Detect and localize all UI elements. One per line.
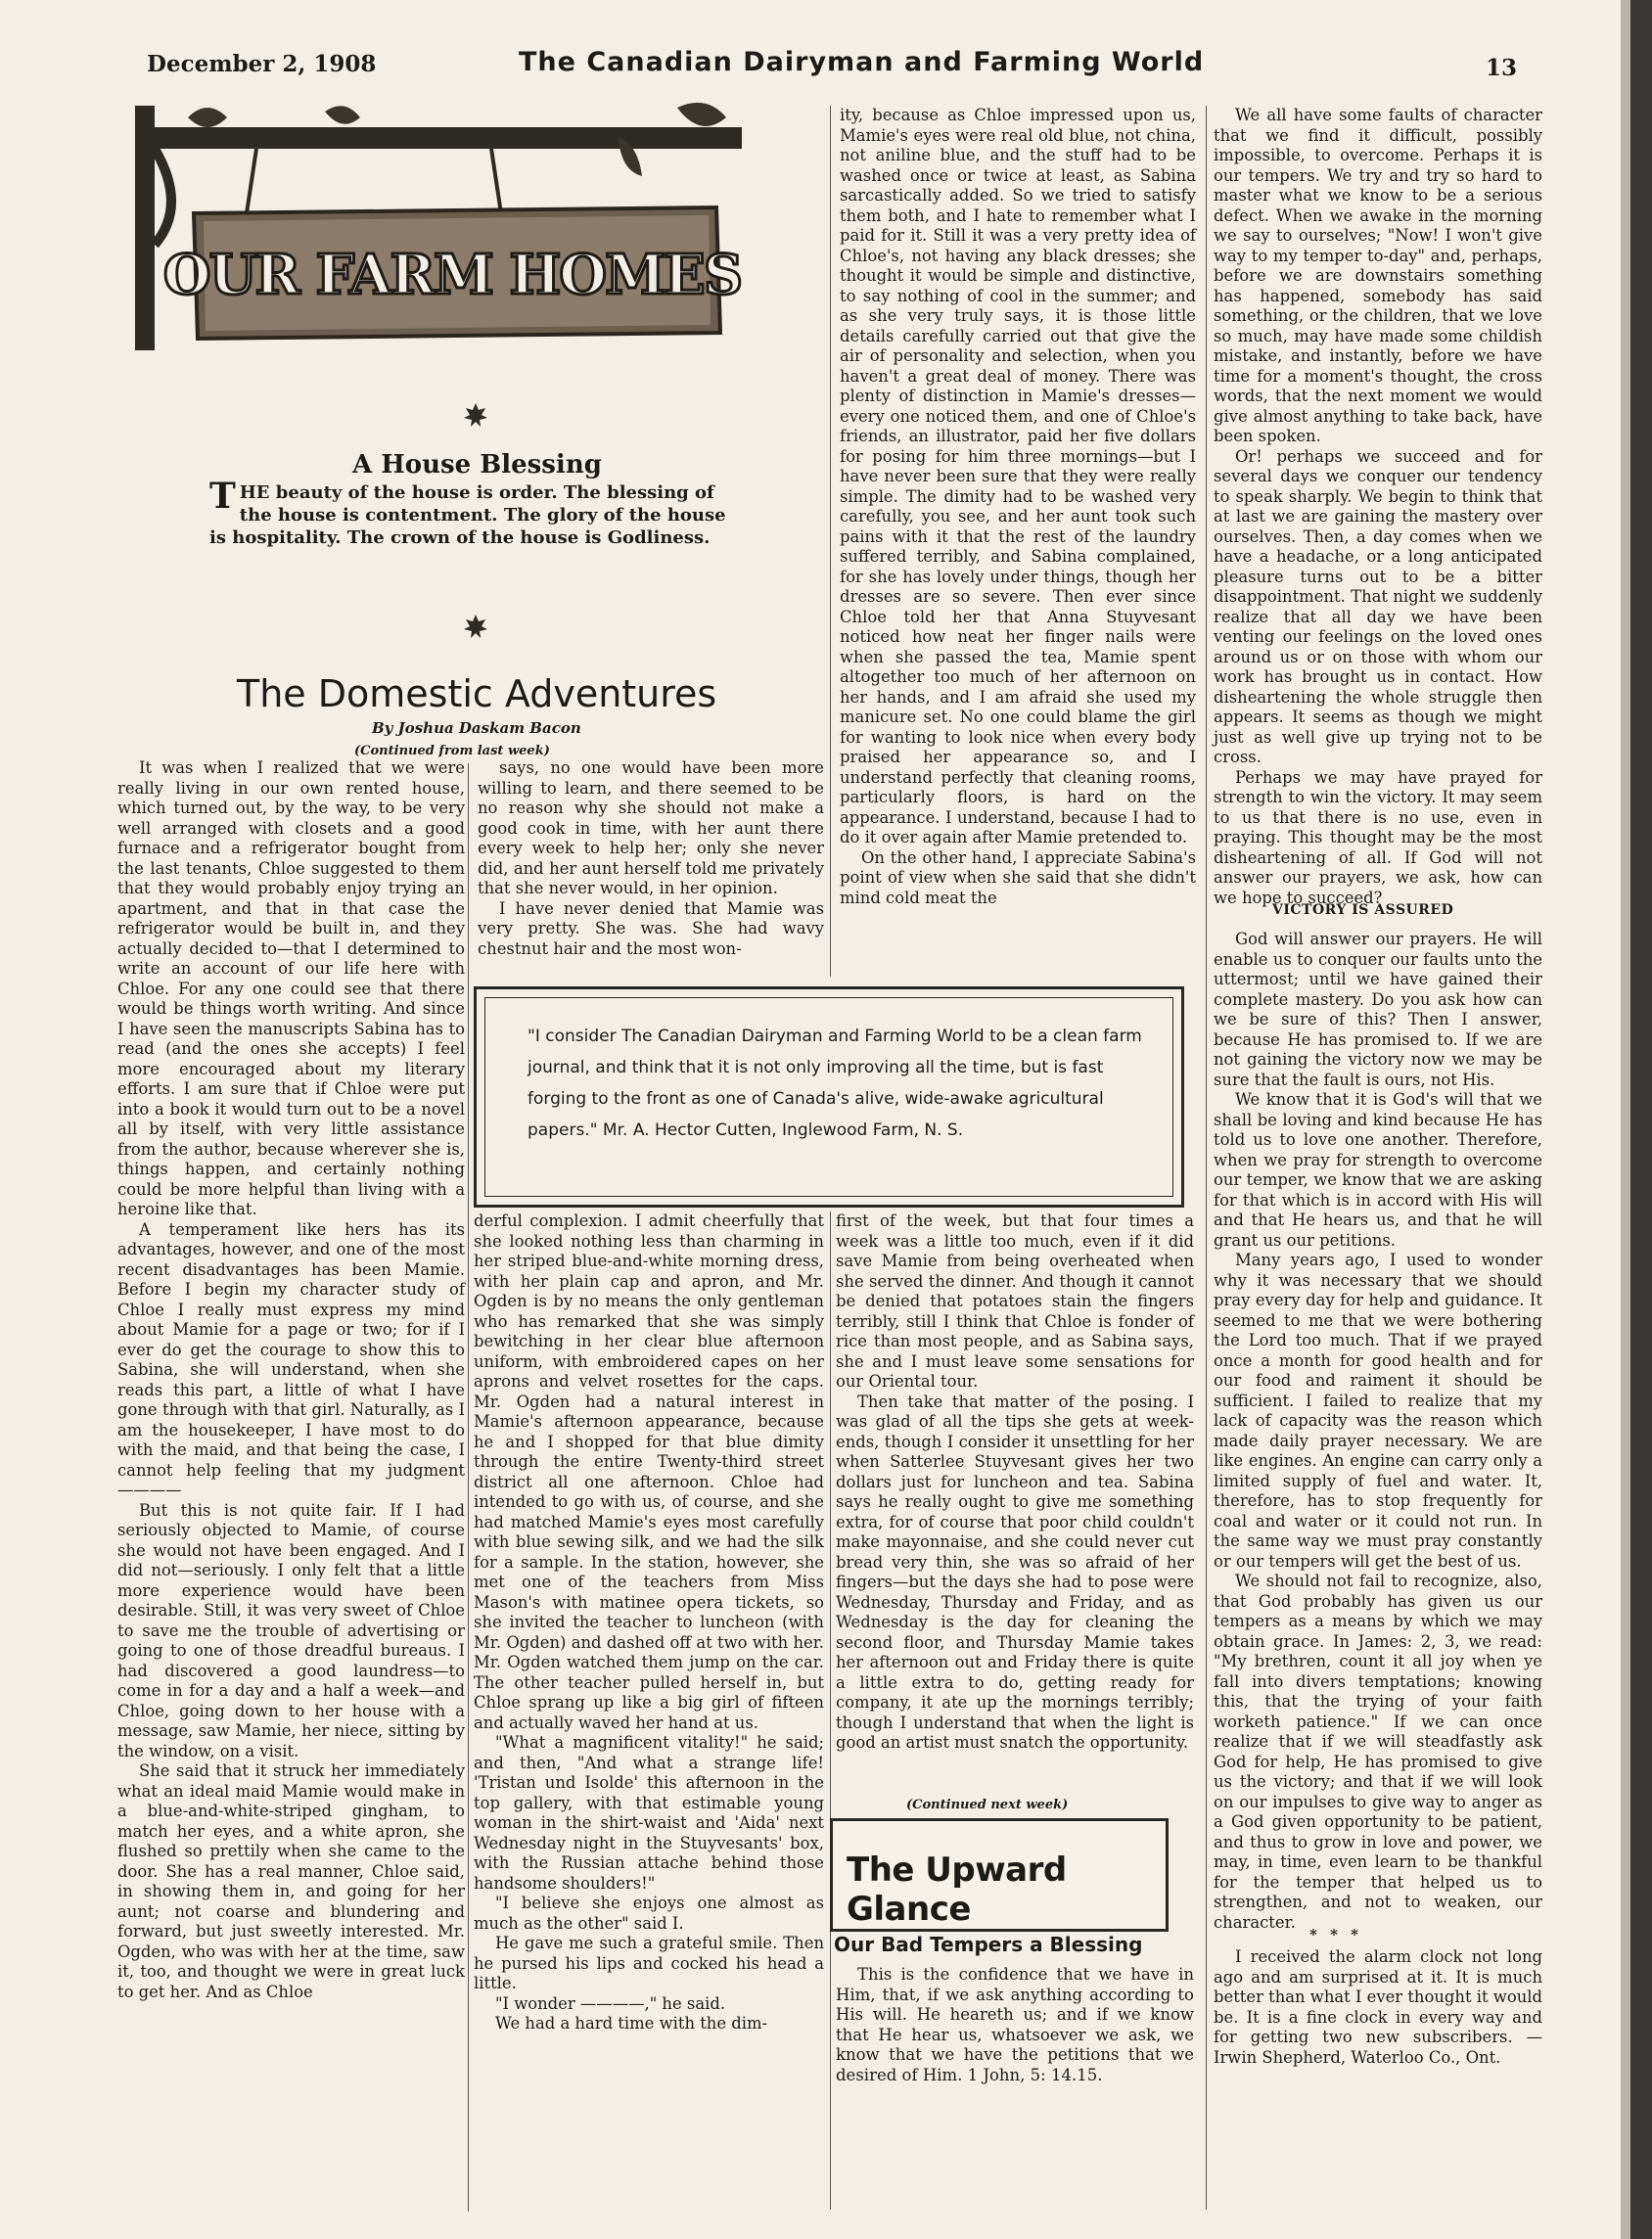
paragraph: Or! perhaps we succeed and for several days we conquer our tendency to speak sharply. We begin to think that at last we are gaining the mastery over ourselves. Then, a day comes when we have a headache, or a long anticipated pleasure turns out to be a bitter disappointment. That night we suddenly realize that all day we have been venting our feelings on the loved ones around us or on those with whom our work has brought us in contact. How disheartening the whole struggle then appears. It seems as though we might just as well give up trying not to be cross. — [1214, 446, 1542, 766]
paragraph: I have never denied that Mamie was very pretty. She was. She had wavy chestnut hair and the most won- — [478, 898, 824, 958]
column-rule — [830, 1211, 831, 2210]
paragraph: ity, because as Chloe impressed upon us, Mamie's eyes were real old blue, not china, not aniline blue, and the stuff had to be washed once or twice at least, as Sabina sarcastically added. So we tried to satisfy them both, and I hate to remember what I paid for it. Still it was a very pretty idea of Chloe's, not having any black dresses; she thought it would be simple and distinctive, to say nothing of cool in the summer; and as she very truly says, it is those little details carefully carried out that give the air of personality and selection, when you haven't a great deal of money. There was plenty of distinction in Mamie's dresses—every one noticed them, and one of Chloe's friends, an illustrator, paid her five dollars for posing for him three mornings—but I have never been sure that they were really simple. The dimity had to be washed very carefully, you see, and her aunt took such pains with it that the rest of the laundry suffered terribly, and Sabina complained, for she has lovely under things, though her dresses are so severe. Then ever since Chloe told her that Anna Stuyvesant noticed how neat her finger nails were when she passed the tea, Mamie spent altogether too much of her afternoon on her hands, and I am afraid she used my manicure set. No one could blame the girl for wanting to look nice when every body praised her appearance so, and I understand perfectly that cleaning rooms, particularly floors, is hard on the appearance. I understand, because I had to do it over again after Mamie pretended to. — [840, 106, 1196, 846]
issue-date: December 2, 1908 — [147, 51, 377, 77]
paragraph: But this is not quite fair. If I had seriously objected to Mamie, of course she would not have been engaged. And I did not—seriously. I only felt that a little more experience would have been desirable. Still, it was very sweet of Chloe to save me the trouble of advertising or going to one of those dreadful bureaus. I had discovered a good laundress—to come in for a day and a half a week—and Chloe, going down to her house with a message, saw Mamie, her niece, sitting by the window, on a visit. — [117, 1500, 465, 1760]
story-column-2-top — [478, 758, 824, 959]
section-divider: * * * — [1309, 1926, 1362, 1943]
story-column-3-bottom — [836, 1211, 1194, 1754]
continued-note: (Continued from last week) — [354, 744, 550, 758]
paragraph: "What a magnificent vitality!" he said; and then, "And what a strange life! 'Tristan und Isolde' this afternoon in the top gallery, with that estimable young woman in the shirt-waist and 'Aida' next Wednesday night in the Stuyvesants' box, with the Russian attache behind those handsome shoulders!" — [474, 1733, 824, 1893]
section-heading: Our Bad Tempers a Blessing — [834, 1933, 1143, 1956]
column-4-top — [1214, 106, 1542, 908]
blessing-body: HE beauty of the house is order. The blessing of the house is contentment. The glory of the house is hospitality. The crown of the house is Godliness. — [209, 482, 726, 548]
paragraph: "I believe she enjoys one almost as much as the other" said I. — [474, 1894, 824, 1933]
paragraph: God will answer our prayers. He will enable us to conquer our faults unto the uttermost; until we have gained their complete mastery. Do you ask how can we be sure of this? Then I answer, because He has promised to. If we are not gaining the victory now we may be sure that the fault is ours, not His. — [1214, 930, 1542, 1089]
paragraph: On the other hand, I appreciate Sabina's point of view when she said that she didn't mind cold meat the — [840, 847, 1196, 907]
paragraph: "I wonder ————," he said. — [495, 1993, 726, 2013]
page-edge-shadow — [1621, 0, 1630, 2239]
paragraph: It was when I realized that we were really living in our own rented house, which turned out, by the way, to be very well arranged with closets and a good furnace and a refrigerator bought from the last tenants, Chloe suggested to them that they would probably enjoy trying an apartment, and that in that case the refrigerator would be built in, and they actually decided to—that I determined to write an account of our life here with Chloe. For any one could see that there would be things worth writing. And since I have seen the manuscripts Sabina has to read (and the ones she accepts) I feel more encouraged about my literary efforts. I am sure that if Chloe were put into a book it would turn out to be a novel all by itself, with very little assistance from the author, because wherever she is, things happen, and certainly nothing could be more helpful than living with a heroine like that. — [117, 758, 465, 1218]
drop-cap: T — [209, 476, 236, 517]
paragraph: We had a hard time with the dim- — [495, 2014, 768, 2033]
column-rule — [468, 763, 469, 2212]
paragraph: Perhaps we may have prayed for strength to win the victory. It may seem to us that there is no use, even in praying. This thought may be the most disheartening of all. If God will not answer our prayers, we ask, how can we hope to succeed? — [1214, 767, 1542, 907]
paragraph: Many years ago, I used to wonder why it was necessary that we should pray every day for help and guidance. It seemed to me that we were bothering the Lord too much. That if we prayed once a month for good health and for our food and raiment it should be sufficient. I failed to realize that my lack of capacity was the reason which made daily prayer necessary. We are like engines. An engine can carry only a limited supply of fuel and water. It, therefore, has to stop frequently for coal and water or it could not run. In the same way we must pray constantly or our tempers will get the best of us. — [1214, 1251, 1542, 1571]
subheading: VICTORY IS ASSURED — [1272, 902, 1454, 918]
house-blessing-title: A House Blessing — [352, 450, 602, 480]
paragraph: first of the week, but that four times a week was a little too much, even if it did save Mamie from being overheated when she served the dinner. And though it cannot be denied that potatoes stain the fingers terribly, still I think that Chloe is fonder of rice than most people, and as Sabina says, she and I must leave some sensations for our Oriental tour. — [836, 1211, 1194, 1391]
paragraph: She said that it struck her immediately what an ideal maid Mamie would make in a blue-and-white-striped gingham, to match her eyes, and a white apron, she flushed so prettily when she came to the door. She has a real manner, Chloe said, in showing them in, and going for her aunt; not coarse and blundering and forward, but just sweetly interested. Mr. Ogden, who was with her at the time, saw it, too, and thought we were in great luck to get her. And as Chloe — [117, 1761, 465, 2001]
paragraph: He gave me such a grateful smile. Then he pursed his lips and cocked his head a little. — [474, 1934, 824, 1992]
paragraph: This is the confidence that we have in Him, that, if we ask anything according to His will. He heareth us; and if we know that He hear us, whatsoever we ask, we know that we have the petitions that we desired of Him. 1 John, 5: 14.15. — [836, 1965, 1194, 2084]
story-author: By Joshua Daskam Bacon — [372, 719, 581, 737]
column-rule — [830, 106, 831, 977]
story-column-1 — [117, 758, 465, 2002]
sign-text: OUR FARM HOMES — [162, 243, 742, 307]
maple-leaf-icon — [462, 613, 489, 640]
testimonial-text: "I consider The Canadian Dairyman and Farming World to be a clean farm journal, and think that it is not only improving all the time, but is fast forging to the front as one of Canada's alive, wide-awake agricultural papers." Mr. A. Hector Cutten, Inglewood Farm, N. S. — [528, 1027, 1142, 1140]
paragraph: We know that it is God's will that we shall be loving and kind because He has told us to love one another. Therefore, when we pray for strength to overcome our temper, we know that we are asking for that which is in accord with His will and that He hears us, and that he will grant us our petitions. — [1214, 1090, 1542, 1250]
paragraph: Then take that matter of the posing. I was glad of all the tips she gets at week-ends, though I consider it unsettling for her when Satterlee Stuyvesant gives her two dollars just for luncheon and tea. Sabina says he really ought to give me something extra, for of course that poor child couldn't make mayonnaise, and she could never cut bread very thin, she was so afraid of her fingers—but the days she had to pose were Wednesday, Thursday and Friday, and as Wednesday is the day for cleaning the second floor, and Thursday Mamie takes her afternoon out and Friday there is quite a little extra to do, getting ready for company, it ate up the mornings terribly; though I understand that when the light is good an artist must snatch the opportunity. — [836, 1392, 1194, 1752]
testimonial-box — [474, 986, 1184, 1208]
our-farm-homes-emblem — [129, 98, 756, 362]
paragraph: derful complexion. I admit cheerfully that she looked nothing less than charming in her striped blue-and-white morning dress, with her plain cap and apron, and Mr. Ogden is by no means the only gentleman who has remarked that she was simply bewitching in her clear blue afternoon uniform, with embroidered capes on her aprons and velvet rosettes for the caps. Mr. Ogden had a natural interest in Mamie's afternoon appearance, because he and I shopped for that blue dimity through the entire Twenty-third street district all one afternoon. Chloe had intended to go with us, of course, and she had matched Mamie's eyes most carefully with blue sewing silk, and we had the silk for a sample. In the station, however, she met one of the teachers from Miss Mason's with matinee opera tickets, so she invited the teacher to luncheon (with Mr. Ogden) and dashed off at two with her. Mr. Ogden watched them jump on the car. The other teacher pulled herself in, but Chloe sprang up like a big girl of fifteen and actually waved her hand at us. — [474, 1211, 824, 1732]
masthead-title: The Canadian Dairyman and Farming World — [519, 47, 1205, 77]
story-column-2-bottom — [474, 1211, 824, 2034]
column-4-bottom — [1214, 930, 1542, 1933]
page-header — [147, 47, 1517, 86]
column-rule — [1206, 106, 1207, 2210]
paragraph: says, no one would have been more willing to learn, and there seemed to be no reason why she should not make a good cook in time, with her aunt there every week to help her; only she never did, and her aunt herself told me privately that she never would, in her opinion. — [478, 758, 824, 897]
house-blessing-text — [209, 476, 748, 549]
continued-next-note: (Continued next week) — [906, 1798, 1069, 1812]
scripture-text — [836, 1965, 1194, 2085]
paragraph: A temperament like hers has its advantages, however, and one of the most recent disadvantages has been Mamie. Before I begin my character study of Chloe I really must express my mind about Mamie for a page or two; for if I ever do get the courage to show this to Sabina, she will understand, when she reads this part, a little of what I have gone through with that girl. Naturally, as I am the housekeeper, I have most to do with the maid, and that being the case, I cannot help feeling that my judgment———— — [117, 1219, 465, 1499]
maple-leaf-icon — [462, 401, 489, 429]
story-title: The Domestic Adventures — [237, 672, 717, 715]
page-edge — [1630, 0, 1652, 2239]
reader-letter — [1214, 1947, 1542, 2068]
upward-glance-box — [830, 1818, 1169, 1932]
upward-glance-title: The Upward Glance — [847, 1851, 1067, 1929]
paragraph: We all have some faults of character that we find it difficult, possibly impossible, to overcome. Perhaps it is our tempers. We try and try so hard to master what we know to be a serious defect. When we awake in the morning we say to ourselves; "Now! I won't give way to my temper to-day" and, perhaps, before we are downstairs something has happened, somebody has said something, or the children, that we love so much, may have made some childish mistake, and instantly, before we have time for a moment's thought, the cross words, that the next moment we would give almost anything to take back, have been spoken. — [1214, 106, 1542, 445]
page-number: 13 — [1485, 55, 1517, 81]
story-column-3-top — [840, 106, 1196, 908]
paragraph: I received the alarm clock not long ago and am surprised at it. It is much better than what I ever thought it would be. It is a fine clock in every way and for getting two new subscribers. —Irwin Shepherd, Waterloo Co., Ont. — [1214, 1947, 1542, 2067]
paragraph: We should not fail to recognize, also, that God probably has given us our tempers as a means by which we may obtain grace. In James: 2, 3, we read: "My brethren, count it all joy when ye fall into divers temptations; knowing this, that the trying of your faith worketh patience." If we can once realize that if we will steadfastly ask God for help, He has promised to give us the victory; and that if we will look on our impulses to give way to anger as a God given opportunity to be patient, and thus to grow in love and power, we may, in time, even learn to be thankful for the temper that helped us to strengthen, and not to weaken, our character. — [1214, 1572, 1542, 1932]
